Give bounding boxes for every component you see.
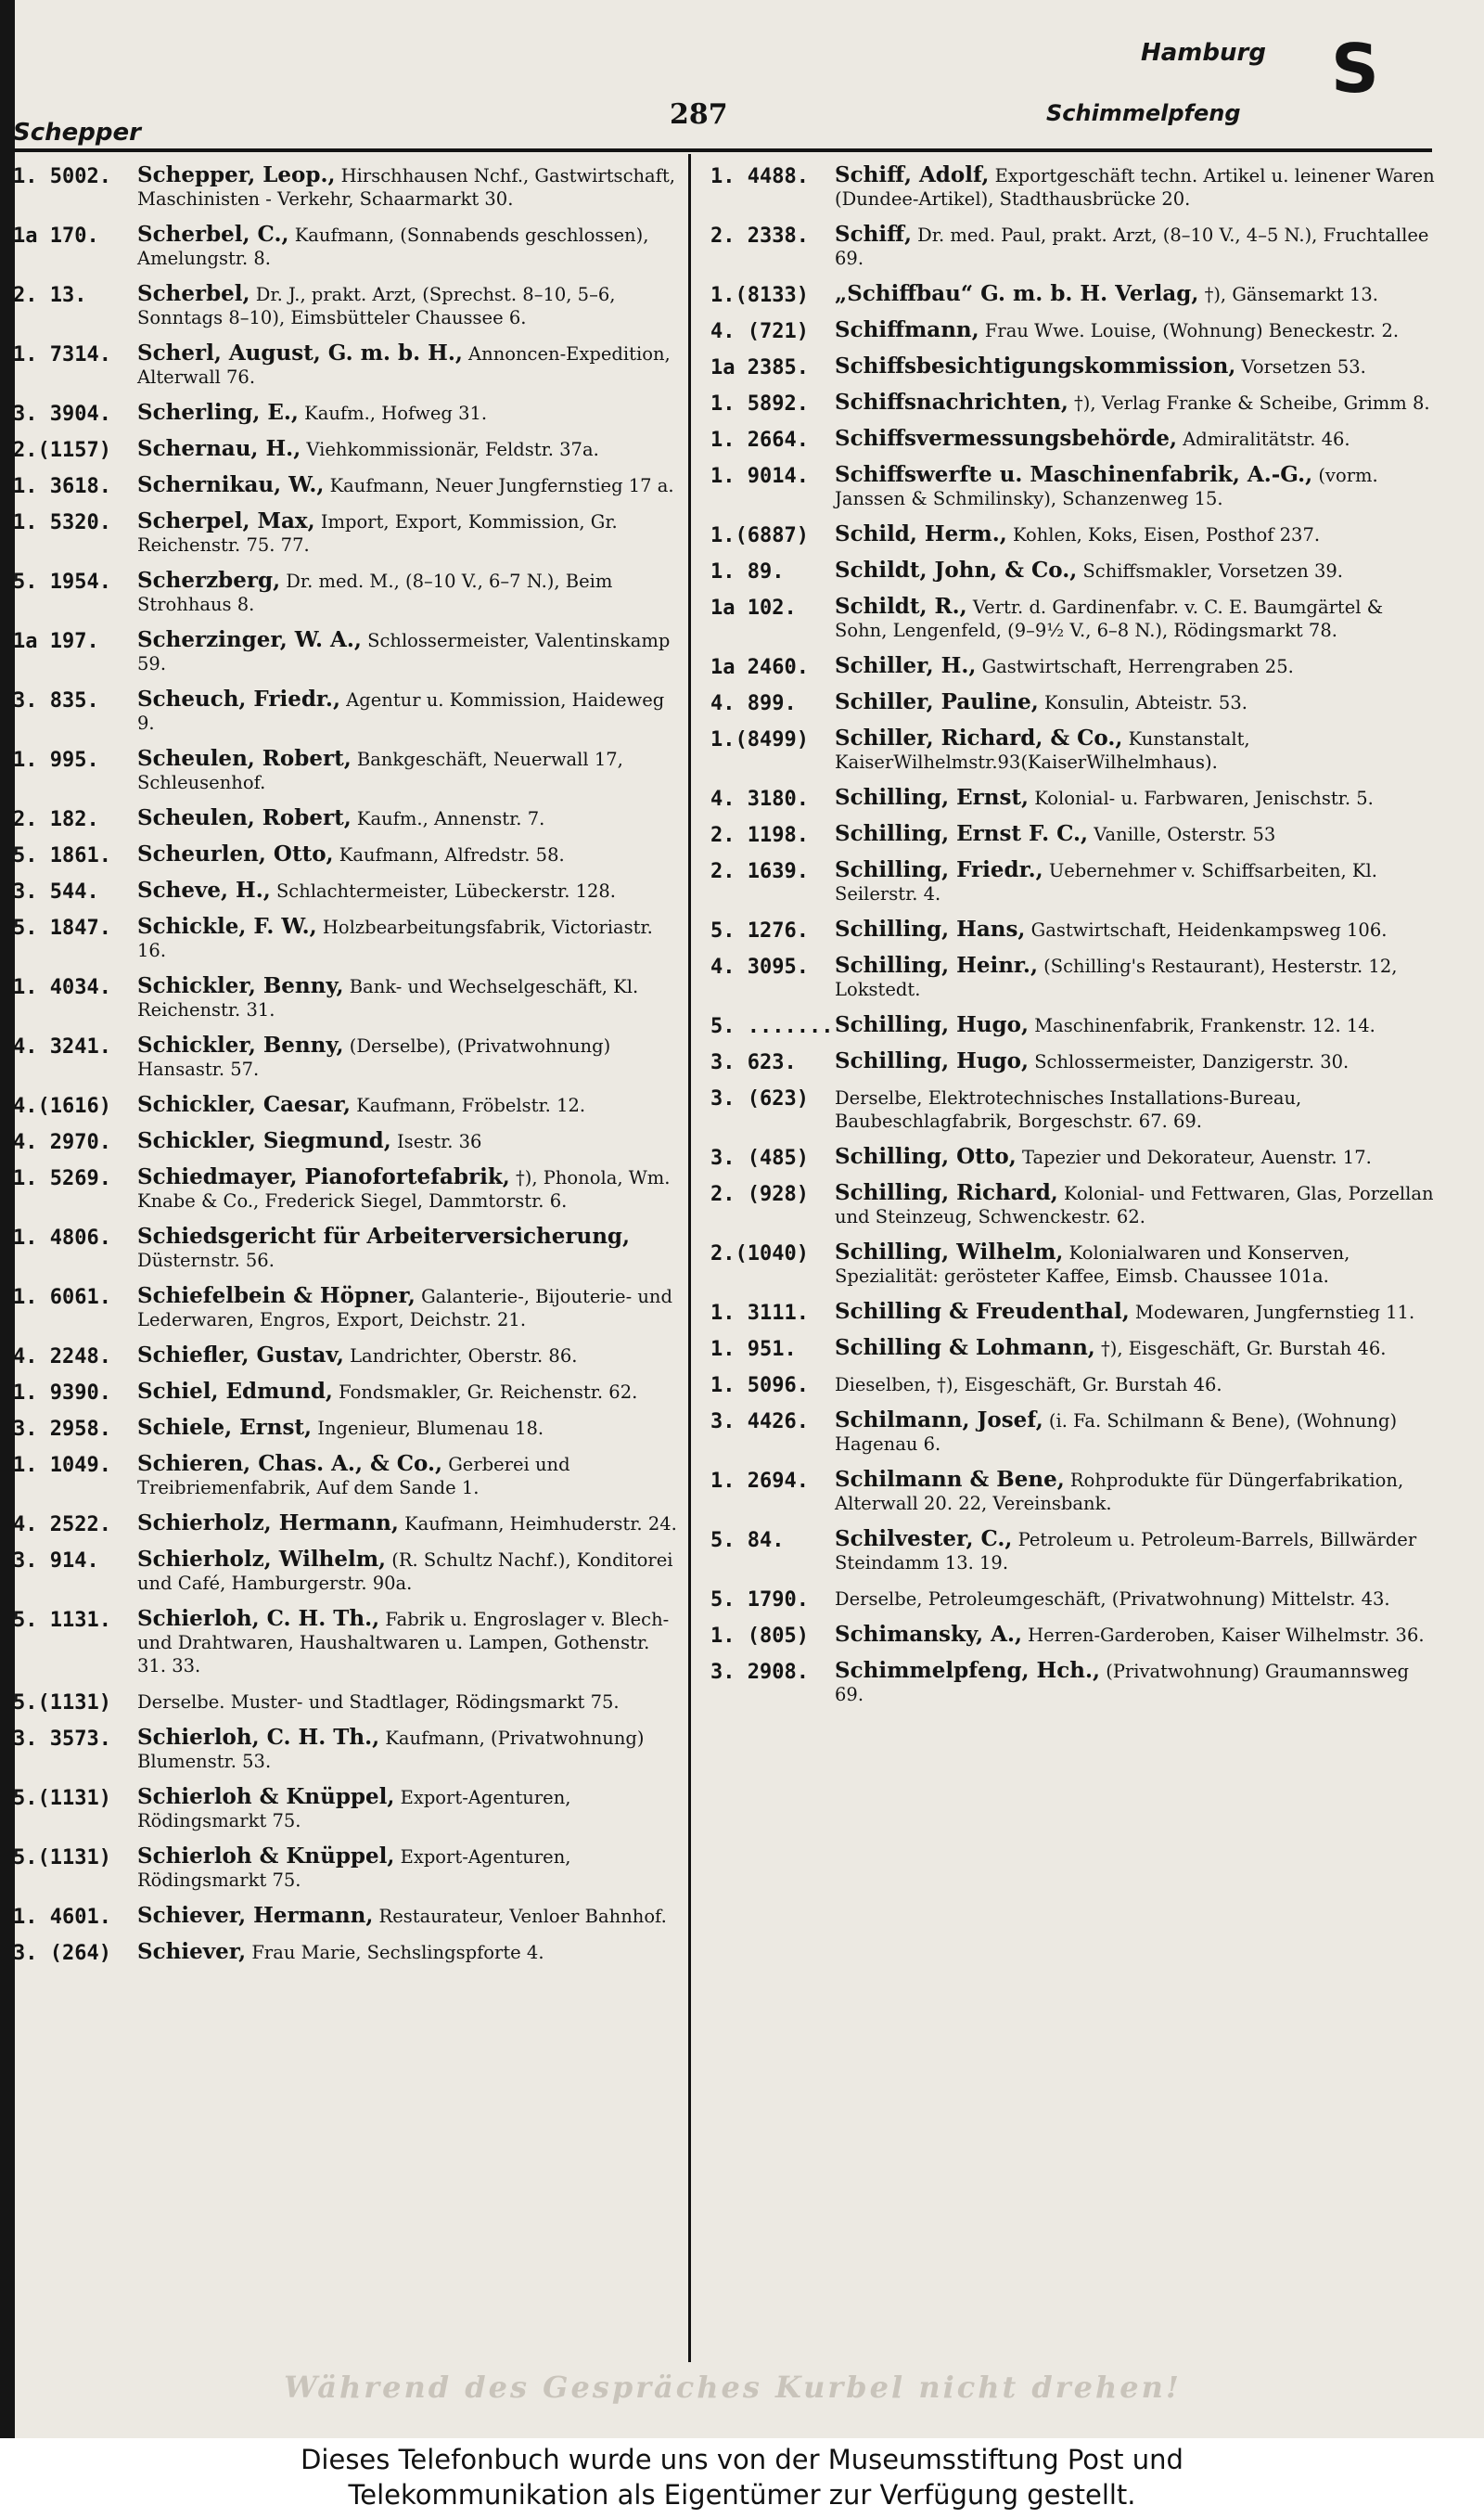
directory-entry xyxy=(710,318,1438,342)
subscriber-name: Schild, Herm., xyxy=(835,521,1007,546)
phone-number: 2. (928) xyxy=(710,1183,809,1206)
header-rule xyxy=(13,148,1432,152)
directory-entry xyxy=(13,473,677,497)
subscriber-name: Schiff, xyxy=(835,222,912,247)
subscriber-details: Gerberei und Treibriemenfabrik, Auf dem Sande 1. xyxy=(137,1454,570,1498)
subscriber-name: Schilvester, C., xyxy=(835,1526,1013,1551)
phone-number: 1.(8499) xyxy=(710,728,809,752)
page-number: 287 xyxy=(670,98,728,131)
directory-entry xyxy=(13,1284,677,1331)
subscriber-name: Schilmann & Bene, xyxy=(835,1467,1065,1492)
subscriber-name: Schildt, John, & Co., xyxy=(835,558,1078,583)
phone-number: 3. (264) xyxy=(13,1942,111,1965)
subscriber-name: Schiel, Edmund, xyxy=(137,1379,333,1404)
subscriber-name: Scherpel, Max, xyxy=(137,508,315,533)
subscriber-name: Scheve, H., xyxy=(137,878,271,903)
subscriber-details: Dr. J., prakt. Arzt, (Sprechst. 8–10, 5–6, Sonntags 8–10), Eimsbütteler Chaussee 6. xyxy=(137,284,616,328)
directory-entry xyxy=(710,690,1438,714)
subscriber-name: Schierloh & Knüppel, xyxy=(137,1844,395,1869)
subscriber-name: Schilling, Ernst, xyxy=(835,785,1030,810)
subscriber-details: Rohprodukte für Düngerfabrikation, Alterwall 20. 22, Vereinsbank. xyxy=(835,1470,1404,1514)
phone-number: 5. 1131. xyxy=(13,1609,111,1632)
phone-number: 5.(1131) xyxy=(13,1691,111,1715)
subscriber-name: Schilling, Hans, xyxy=(835,917,1026,942)
phone-number: 1. 4034. xyxy=(13,976,111,999)
subscriber-details: (Privatwohnung) Graumannsweg 69. xyxy=(835,1661,1409,1705)
subscriber-name: Schieren, Chas. A., & Co., xyxy=(137,1451,442,1476)
phone-number: 4. (721) xyxy=(710,320,809,343)
directory-entry xyxy=(13,974,677,1021)
phone-number: 1a 2385. xyxy=(710,356,809,379)
directory-entry xyxy=(710,522,1438,546)
phone-number: 3. 3904. xyxy=(13,403,111,426)
phone-number: 1. 4488. xyxy=(710,165,809,188)
directory-entry xyxy=(13,1416,677,1440)
subscriber-name: Schernikau, W., xyxy=(137,472,325,497)
phone-number: 1. 5892. xyxy=(710,392,809,416)
subscriber-details: Uebernehmer v. Schiffsarbeiten, Kl. Seilerstr. 4. xyxy=(835,860,1377,905)
phone-number: 5. ....... xyxy=(710,1015,834,1038)
subscriber-details: Herren-Garderoben, Kaiser Wilhelmstr. 36. xyxy=(1028,1625,1425,1646)
phone-number: 2. 2338. xyxy=(710,225,809,248)
phone-number: 1. 1049. xyxy=(13,1454,111,1477)
subscriber-details: Kolonialwaren und Konserven, Spezialität: gerösteter Kaffee, Eimsb. Chaussee 101a. xyxy=(835,1242,1350,1287)
phone-number: 1. 5269. xyxy=(13,1167,111,1190)
directory-entry xyxy=(710,282,1438,306)
subscriber-details: Derselbe, Petroleumgeschäft, (Privatwohnung) Mittelstr. 43. xyxy=(835,1588,1390,1610)
subscriber-name: Scherzinger, W. A., xyxy=(137,627,362,652)
directory-entry xyxy=(710,822,1438,846)
phone-number: 4. 3095. xyxy=(710,956,809,979)
subscriber-details: (Derselbe), (Privatwohnung) Hansastr. 57. xyxy=(137,1035,611,1080)
directory-entry xyxy=(710,1659,1438,1706)
bleed-through-text: Während des Gespräches Kurbel nicht drehen! xyxy=(284,2370,1182,2405)
directory-entry xyxy=(13,282,677,329)
subscriber-name: Schiffsvermessungsbehörde, xyxy=(835,426,1177,451)
subscriber-details: Dr. med. Paul, prakt. Arzt, (8–10 V., 4–5 N.), Fruchtallee 69. xyxy=(835,225,1429,269)
phone-number: 1a 2460. xyxy=(710,656,809,679)
directory-entry xyxy=(710,954,1438,1001)
subscriber-details: Kaufmann, (Privatwohnung) Blumenstr. 53. xyxy=(137,1728,645,1772)
subscriber-name: Schiller, Richard, & Co., xyxy=(835,726,1123,751)
directory-entry xyxy=(13,401,677,425)
subscriber-name: Scheulen, Robert, xyxy=(137,805,352,830)
directory-entry xyxy=(710,1527,1438,1574)
subscriber-details: Dieselben, †), Eisgeschäft, Gr. Burstah 46. xyxy=(835,1374,1222,1395)
directory-entry xyxy=(13,1034,677,1081)
directory-entry xyxy=(710,1181,1438,1228)
directory-entry xyxy=(710,1049,1438,1073)
directory-entry xyxy=(13,1689,677,1714)
directory-entry xyxy=(710,1145,1438,1169)
directory-entry xyxy=(13,1607,677,1677)
subscriber-name: Schierloh, C. H. Th., xyxy=(137,1606,380,1631)
subscriber-name: Schiever, Hermann, xyxy=(137,1903,374,1928)
subscriber-details: Konsulin, Abteistr. 53. xyxy=(1043,692,1247,713)
subscriber-details: Tapezier und Dekorateur, Auenstr. 17. xyxy=(1021,1147,1372,1168)
subscriber-name: Schickler, Benny, xyxy=(137,973,344,998)
subscriber-details: Export-Agenturen, Rödingsmarkt 75. xyxy=(137,1846,571,1891)
subscriber-name: Schiever, xyxy=(137,1939,247,1964)
subscriber-details: Kaufm., Annenstr. 7. xyxy=(356,808,545,829)
subscriber-details: Derselbe. Muster- und Stadtlager, Rödingsmarkt 75. xyxy=(137,1691,620,1713)
directory-entry xyxy=(13,1380,677,1404)
phone-number: 1. 89. xyxy=(710,560,785,584)
subscriber-name: Schiefelbein & Höpner, xyxy=(137,1283,416,1308)
directory-entry xyxy=(710,163,1438,211)
phone-number: 1. 5320. xyxy=(13,511,111,534)
subscriber-details: Restaurateur, Venloer Bahnhof. xyxy=(378,1906,667,1927)
phone-number: 2. 182. xyxy=(13,808,99,831)
left-column xyxy=(13,163,677,1976)
header-letter: S xyxy=(1331,30,1379,108)
subscriber-name: Scherl, August, G. m. b. H., xyxy=(137,340,463,366)
directory-entry xyxy=(13,806,677,830)
subscriber-name: Schickler, Caesar, xyxy=(137,1092,351,1117)
phone-number: 1.(8133) xyxy=(710,284,809,307)
subscriber-name: Schilling, Otto, xyxy=(835,1144,1017,1169)
subscriber-name: Schiffswerfte u. Maschinenfabrik, A.-G., xyxy=(835,462,1313,487)
footer-notice xyxy=(0,2438,1484,2518)
phone-number: 4.(1616) xyxy=(13,1095,111,1118)
directory-entry xyxy=(710,223,1438,270)
subscriber-details: (Schilling's Restaurant), Hesterstr. 12, Lokstedt. xyxy=(835,956,1398,1000)
phone-number: 4. 3180. xyxy=(710,788,809,811)
subscriber-details: Kaufmann, Heimhuderstr. 24. xyxy=(404,1513,677,1535)
subscriber-details: Import, Export, Kommission, Gr. Reichenstr. 75. 77. xyxy=(137,511,618,556)
subscriber-details: Vanille, Osterstr. 53 xyxy=(1094,824,1276,845)
subscriber-name: Scheuch, Friedr., xyxy=(137,687,340,712)
subscriber-name: Scheulen, Robert, xyxy=(137,746,352,771)
directory-entry xyxy=(13,1452,677,1499)
directory-entry xyxy=(13,1225,677,1272)
subscriber-details: Kaufm., Hofweg 31. xyxy=(304,403,488,424)
header-right-keyword: Schimmelpfeng xyxy=(1046,100,1241,126)
directory-entry xyxy=(710,1408,1438,1456)
directory-entry xyxy=(13,509,677,557)
subscriber-details: Exportgeschäft techn. Artikel u. leinener Waren (Dundee-Artikel), Stadthausbrücke 20. xyxy=(835,165,1435,210)
subscriber-name: Schilling, Ernst F. C., xyxy=(835,821,1089,846)
subscriber-name: Schierholz, Wilhelm, xyxy=(137,1547,387,1572)
subscriber-details: Fabrik u. Engroslager v. Blech- und Drahtwaren, Haushaltwaren u. Lampen, Gothenstr. 31. 33. xyxy=(137,1609,670,1677)
directory-entry xyxy=(710,463,1438,510)
subscriber-details: Kaufmann, (Sonnabends geschlossen), Amelungstr. 8. xyxy=(137,225,649,269)
directory-entry xyxy=(13,628,677,675)
subscriber-details: Vorsetzen 53. xyxy=(1241,356,1366,378)
subscriber-name: Schepper, Leop., xyxy=(137,162,336,187)
right-column xyxy=(710,163,1438,1718)
subscriber-name: Schickle, F. W., xyxy=(137,914,317,939)
phone-number: 1. 2664. xyxy=(710,429,809,452)
subscriber-name: Schilling, Friedr., xyxy=(835,857,1043,882)
header-city: Hamburg xyxy=(1141,39,1266,67)
subscriber-name: Schilling & Lohmann, xyxy=(835,1335,1095,1360)
subscriber-details: Admiralitätstr. 46. xyxy=(1183,429,1350,450)
phone-number: 5. 84. xyxy=(710,1529,785,1552)
phone-number: 4. 2522. xyxy=(13,1513,111,1536)
subscriber-details: Schlossermeister, Danzigerstr. 30. xyxy=(1034,1051,1350,1073)
subscriber-details: Petroleum u. Petroleum-Barrels, Billwärder Steindamm 13. 19. xyxy=(835,1529,1417,1574)
directory-entry xyxy=(710,786,1438,810)
subscriber-details: Schiffsmakler, Vorsetzen 39. xyxy=(1082,560,1343,582)
directory-entry xyxy=(13,569,677,616)
subscriber-details: Bank- und Wechselgeschäft, Kl. Reichenstr. 31. xyxy=(137,976,639,1021)
subscriber-details: Vertr. d. Gardinenfabr. v. C. E. Baumgärtel & Sohn, Lengenfeld, (9–9½ V., 6–8 N.), Rödingsmarkt 78. xyxy=(835,597,1384,641)
subscriber-name: Scherbel, xyxy=(137,281,250,306)
subscriber-name: „Schiffbau“ G. m. b. H. Verlag, xyxy=(835,281,1199,306)
phone-number: 3. 835. xyxy=(13,689,99,713)
phone-number: 1. 2694. xyxy=(710,1470,809,1493)
directory-entry xyxy=(710,595,1438,642)
subscriber-details: †), Phonola, Wm. Knabe & Co., Frederick Siegel, Dammtorstr. 6. xyxy=(137,1167,671,1212)
directory-entry xyxy=(13,687,677,735)
subscriber-details: Ingenieur, Blumenau 18. xyxy=(317,1418,544,1439)
subscriber-name: Schiffsbesichtigungskommission, xyxy=(835,353,1236,379)
directory-entry xyxy=(13,1726,677,1773)
directory-entry xyxy=(13,163,677,211)
directory-entry xyxy=(13,879,677,903)
subscriber-name: Scherzberg, xyxy=(137,568,281,593)
directory-entry xyxy=(710,1372,1438,1396)
subscriber-details: Maschinenfabrik, Frankenstr. 12. 14. xyxy=(1034,1015,1375,1036)
directory-entry xyxy=(710,559,1438,583)
phone-number: 1. 9014. xyxy=(710,465,809,488)
directory-entry xyxy=(710,427,1438,451)
subscriber-name: Scheurlen, Otto, xyxy=(137,841,334,867)
directory-entry xyxy=(710,858,1438,906)
footer-line-1: Dieses Telefonbuch wurde uns von der Museumsstiftung Post und xyxy=(301,2444,1183,2475)
subscriber-details: Galanterie-, Bijouterie- und Lederwaren, Engros, Export, Deichstr. 21. xyxy=(137,1286,672,1330)
subscriber-name: Schernau, H., xyxy=(137,436,301,461)
subscriber-name: Schildt, R., xyxy=(835,594,967,619)
subscriber-name: Schiffsnachrichten, xyxy=(835,390,1068,415)
directory-entry xyxy=(13,1129,677,1153)
directory-entry xyxy=(710,391,1438,415)
phone-number: 1. 4806. xyxy=(13,1227,111,1250)
phone-number: 5. 1954. xyxy=(13,571,111,594)
phone-number: 3. (623) xyxy=(710,1087,809,1111)
subscriber-details: Frau Marie, Sechslingspforte 4. xyxy=(251,1942,544,1963)
phone-number: 4. 2970. xyxy=(13,1131,111,1154)
subscriber-details: Modewaren, Jungfernstieg 11. xyxy=(1134,1302,1415,1323)
subscriber-name: Schierloh, C. H. Th., xyxy=(137,1725,380,1750)
phone-number: 2. 13. xyxy=(13,284,87,307)
subscriber-details: Schlossermeister, Valentinskamp 59. xyxy=(137,630,671,674)
subscriber-name: Schilling, Heinr., xyxy=(835,953,1038,978)
phone-number: 1. 5002. xyxy=(13,165,111,188)
phone-number: 1. 4601. xyxy=(13,1906,111,1929)
phone-number: 1.(6887) xyxy=(710,524,809,547)
directory-entry xyxy=(13,1343,677,1368)
subscriber-details: Export-Agenturen, Rödingsmarkt 75. xyxy=(137,1787,571,1831)
subscriber-details: Landrichter, Oberstr. 86. xyxy=(350,1345,578,1367)
subscriber-name: Schiller, H., xyxy=(835,653,977,678)
subscriber-details: Holzbearbeitungsfabrik, Victoriastr. 16. xyxy=(137,917,653,961)
directory-entry xyxy=(13,1548,677,1595)
subscriber-name: Schiedsgericht für Arbeiterversicherung, xyxy=(137,1224,631,1249)
subscriber-details: (i. Fa. Schilmann & Bene), (Wohnung) Hagenau 6. xyxy=(835,1410,1398,1455)
phone-number: 3. 4426. xyxy=(710,1410,809,1433)
phone-number: 1. 6061. xyxy=(13,1286,111,1309)
subscriber-details: Annoncen-Expedition, Alterwall 76. xyxy=(137,343,671,388)
subscriber-details: Viehkommissionär, Feldstr. 37a. xyxy=(306,439,599,460)
directory-entry xyxy=(710,1468,1438,1515)
directory-entry xyxy=(13,747,677,794)
subscriber-details: †), Eisgeschäft, Gr. Burstah 46. xyxy=(1101,1338,1387,1359)
subscriber-details: Kohlen, Koks, Eisen, Posthof 237. xyxy=(1012,524,1321,546)
directory-entry xyxy=(710,654,1438,678)
column-divider xyxy=(688,154,691,2362)
directory-entry xyxy=(13,842,677,867)
directory-entry xyxy=(710,1013,1438,1037)
phone-number: 1. 5096. xyxy=(710,1374,809,1397)
phone-number: 5. 1276. xyxy=(710,919,809,943)
phone-number: 3. 2958. xyxy=(13,1418,111,1441)
subscriber-details: Hirschhausen Nchf., Gastwirtschaft, Maschinisten - Verkehr, Schaarmarkt 30. xyxy=(137,165,675,210)
subscriber-details: Kaufmann, Alfredstr. 58. xyxy=(339,844,565,866)
subscriber-details: Frau Wwe. Louise, (Wohnung) Beneckestr. 2. xyxy=(984,320,1400,341)
phone-number: 1a 170. xyxy=(13,225,99,248)
subscriber-details: Fondsmakler, Gr. Reichenstr. 62. xyxy=(339,1381,638,1403)
phone-number: 4. 899. xyxy=(710,692,797,715)
directory-entry xyxy=(710,354,1438,379)
subscriber-details: (R. Schultz Nachf.), Konditorei und Café, Hamburgerstr. 90a. xyxy=(137,1549,673,1594)
subscriber-details: Kunstanstalt, KaiserWilhelmstr.93(KaiserWilhelmhaus). xyxy=(835,728,1250,773)
subscriber-details: †), Gänsemarkt 13. xyxy=(1204,284,1378,305)
directory-entry xyxy=(13,341,677,389)
subscriber-details: Derselbe, Elektrotechnisches Installations-Bureau, Baubeschlagfabrik, Borgeschstr. 67. 69. xyxy=(835,1087,1302,1132)
directory-entry xyxy=(13,1165,677,1213)
subscriber-name: Schiedmayer, Pianofortefabrik, xyxy=(137,1164,510,1189)
phone-number: 3. 3573. xyxy=(13,1728,111,1751)
subscriber-name: Schilling, Hugo, xyxy=(835,1012,1029,1037)
phone-number: 5. 1847. xyxy=(13,917,111,940)
footer-line-2: Telekommunikation als Eigentümer zur Verfügung gestellt. xyxy=(348,2479,1136,2511)
subscriber-name: Schiefler, Gustav, xyxy=(137,1343,344,1368)
subscriber-details: Gastwirtschaft, Herrengraben 25. xyxy=(981,656,1294,677)
subscriber-name: Schilling, Hugo, xyxy=(835,1048,1029,1073)
directory-entry xyxy=(13,1904,677,1928)
subscriber-name: Schilling & Freudenthal, xyxy=(835,1299,1130,1324)
phone-number: 4. 2248. xyxy=(13,1345,111,1368)
phone-number: 1. (805) xyxy=(710,1625,809,1648)
phone-number: 2.(1157) xyxy=(13,439,111,462)
phone-number: 3. 544. xyxy=(13,880,99,904)
subscriber-details: Kaufmann, Neuer Jungfernstieg 17 a. xyxy=(329,475,674,496)
subscriber-name: Schiller, Pauline, xyxy=(835,689,1039,714)
phone-number: 1. 9390. xyxy=(13,1381,111,1405)
phone-number: 1a 197. xyxy=(13,630,99,653)
directory-entry xyxy=(710,1300,1438,1324)
subscriber-name: Schickler, Benny, xyxy=(137,1033,344,1058)
subscriber-name: Schierholz, Hermann, xyxy=(137,1510,399,1535)
subscriber-details: Bankgeschäft, Neuerwall 17, Schleusenhof. xyxy=(137,749,623,793)
phone-number: 1. 995. xyxy=(13,749,99,772)
phone-number: 3. 623. xyxy=(710,1051,797,1074)
directory-entry xyxy=(13,223,677,270)
phone-number: 2.(1040) xyxy=(710,1242,809,1265)
subscriber-name: Schimansky, A., xyxy=(835,1622,1022,1647)
subscriber-details: †), Verlag Franke & Scheibe, Grimm 8. xyxy=(1074,392,1430,414)
subscriber-details: Isestr. 36 xyxy=(396,1131,482,1152)
directory-entry xyxy=(13,1844,677,1892)
phone-number: 2. 1639. xyxy=(710,860,809,883)
directory-entry xyxy=(13,1785,677,1832)
subscriber-details: Gastwirtschaft, Heidenkampsweg 106. xyxy=(1030,919,1388,941)
directory-entry xyxy=(710,726,1438,774)
phone-number: 1. 7314. xyxy=(13,343,111,366)
phone-number: 1. 951. xyxy=(710,1338,797,1361)
subscriber-details: Dr. med. M., (8–10 V., 6–7 N.), Beim Strohhaus 8. xyxy=(137,571,613,615)
subscriber-details: Schlachtermeister, Lübeckerstr. 128. xyxy=(275,880,617,902)
directory-entry xyxy=(13,915,677,962)
phone-number: 3. (485) xyxy=(710,1147,809,1170)
directory-entry xyxy=(13,437,677,461)
subscriber-details: Kolonial- u. Farbwaren, Jenischstr. 5. xyxy=(1034,788,1374,809)
phone-number: 5.(1131) xyxy=(13,1787,111,1810)
phone-number: 3. 2908. xyxy=(710,1661,809,1684)
subscriber-name: Schiff, Adolf, xyxy=(835,162,990,187)
directory-entry xyxy=(710,1587,1438,1611)
subscriber-name: Schimmelpfeng, Hch., xyxy=(835,1658,1101,1683)
directory-entry xyxy=(710,1623,1438,1647)
subscriber-details: Kolonial- und Fettwaren, Glas, Porzellan und Steinzeug, Schwenckestr. 62. xyxy=(835,1183,1434,1227)
header-left-keyword: Schepper xyxy=(13,119,141,147)
subscriber-name: Schiffmann, xyxy=(835,317,979,342)
phone-number: 5.(1131) xyxy=(13,1846,111,1869)
phone-number: 2. 1198. xyxy=(710,824,809,847)
phone-number: 1a 102. xyxy=(710,597,797,620)
subscriber-name: Schilling, Wilhelm, xyxy=(835,1240,1064,1265)
subscriber-name: Scherling, E., xyxy=(137,400,299,425)
subscriber-details: Düsternstr. 56. xyxy=(137,1250,275,1271)
directory-entry xyxy=(13,1093,677,1117)
subscriber-name: Schierloh & Knüppel, xyxy=(137,1784,395,1809)
subscriber-name: Schilling, Richard, xyxy=(835,1180,1058,1205)
phone-number: 5. 1861. xyxy=(13,844,111,867)
subscriber-name: Schiele, Ernst, xyxy=(137,1415,313,1440)
subscriber-details: Kaufmann, Fröbelstr. 12. xyxy=(356,1095,586,1116)
subscriber-name: Schilmann, Josef, xyxy=(835,1407,1043,1432)
phone-number: 1. 3111. xyxy=(710,1302,809,1325)
subscriber-name: Scherbel, C., xyxy=(137,222,289,247)
directory-entry xyxy=(710,1086,1438,1133)
subscriber-details: Agentur u. Kommission, Haideweg 9. xyxy=(137,689,665,734)
subscriber-details: (vorm. Janssen & Schmilinsky), Schanzenweg 15. xyxy=(835,465,1378,509)
directory-entry xyxy=(710,918,1438,942)
phone-number: 4. 3241. xyxy=(13,1035,111,1059)
phone-number: 1. 3618. xyxy=(13,475,111,498)
phone-number: 3. 914. xyxy=(13,1549,99,1573)
subscriber-name: Schickler, Siegmund, xyxy=(137,1128,391,1153)
directory-entry xyxy=(710,1240,1438,1288)
directory-entry xyxy=(13,1940,677,1964)
directory-entry xyxy=(13,1511,677,1535)
directory-entry xyxy=(710,1336,1438,1360)
phone-number: 5. 1790. xyxy=(710,1588,809,1612)
